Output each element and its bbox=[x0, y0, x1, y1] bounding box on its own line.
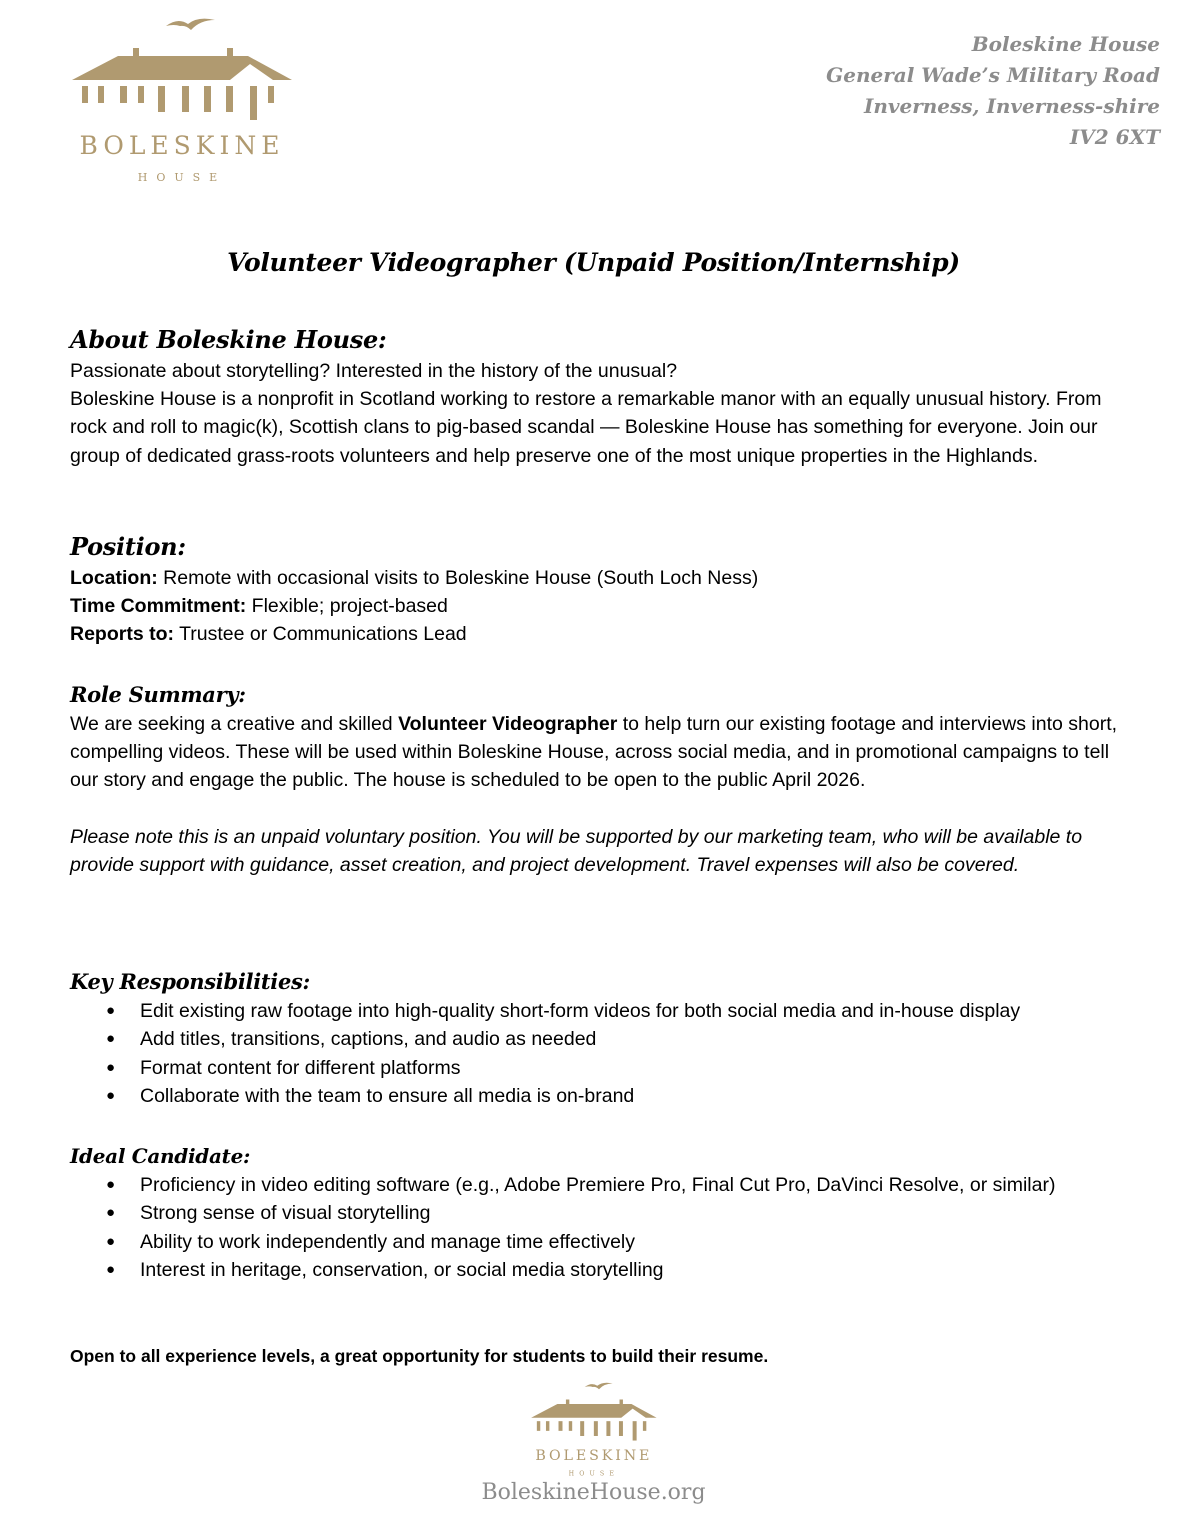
role-heading: Role Summary: bbox=[70, 682, 246, 707]
logo-wordmark: BOLESKINE bbox=[79, 131, 285, 160]
about-body: Boleskine House is a nonprofit in Scotland working to restore a remarkable manor with an equally unusual history. From rock and roll to magic(k), Scottish clans to pig-based scandal — Boleskine House has something for everyone. Join our group of dedicated grass-roots volunteers and help preserve one of the most unique properties in the Highlands. bbox=[70, 388, 1102, 467]
document-title: Volunteer Videographer (Unpaid Position/Internship) bbox=[227, 248, 960, 277]
list-item: ● Edit existing raw footage into high-quality short-form videos for both social media and in-house display bbox=[70, 997, 1130, 1025]
list-item: ● Strong sense of visual storytelling bbox=[70, 1199, 1130, 1227]
position-heading: Position: bbox=[70, 532, 186, 561]
role-title: Volunteer Videographer bbox=[398, 713, 618, 735]
boleskine-logo bbox=[70, 14, 298, 189]
reports-line bbox=[70, 620, 1130, 648]
bird-icon bbox=[585, 1383, 613, 1389]
address-line: Boleskine House bbox=[971, 32, 1160, 56]
address-line: IV2 6XT bbox=[1069, 125, 1160, 149]
time-value: Flexible; project-based bbox=[246, 595, 448, 618]
boleskine-logo-small bbox=[530, 1380, 660, 1480]
list-item: ● Proficiency in video editing software (e.g., Adobe Premiere Pro, Final Cut Pro, DaVinci Resolve, or similar) bbox=[70, 1171, 1130, 1199]
candidate-section bbox=[70, 1141, 1130, 1284]
bird-icon bbox=[166, 19, 215, 30]
list-item: ● Add titles, transitions, captions, and audio as needed bbox=[70, 1025, 1130, 1053]
about-heading: About Boleskine House: bbox=[70, 325, 387, 354]
location-value: Remote with occasional visits to Boleskine House (South Loch Ness) bbox=[157, 567, 759, 589]
role-text: We are seeking a creative and skilled bbox=[70, 713, 399, 735]
candidate-list bbox=[70, 1171, 1130, 1284]
address-block bbox=[826, 29, 1160, 153]
candidate-heading: Ideal Candidate: bbox=[70, 1144, 251, 1168]
position-section bbox=[70, 530, 1130, 649]
responsibilities-section bbox=[70, 967, 1130, 1110]
responsibilities-heading: Key Responsibilities: bbox=[70, 969, 310, 994]
website-link[interactable]: BoleskineHouse.org bbox=[481, 1480, 706, 1505]
list-item: ● Interest in heritage, conservation, or social media storytelling bbox=[70, 1256, 1130, 1284]
location-label: Location: bbox=[70, 567, 158, 589]
list-item: ● Collaborate with the team to ensure all media is on-brand bbox=[70, 1082, 1130, 1110]
list-item: ● Format content for different platforms bbox=[70, 1054, 1130, 1082]
list-item: ● Ability to work independently and manage time effectively bbox=[70, 1228, 1130, 1256]
time-line bbox=[70, 592, 1130, 620]
address-line: General Wade’s Military Road bbox=[826, 63, 1160, 87]
about-section bbox=[70, 323, 1130, 470]
reports-label: Reports to: bbox=[70, 623, 174, 646]
footer-note: Open to all experience levels, a great opportunity for students to build their resume. bbox=[70, 1346, 769, 1366]
logo-wordmark: BOLESKINE bbox=[535, 1447, 653, 1464]
time-label: Time Commitment: bbox=[70, 595, 247, 618]
address-line: Inverness, Inverness-shire bbox=[863, 94, 1160, 118]
location-line bbox=[70, 564, 1130, 592]
reports-value: Trustee or Communications Lead bbox=[174, 623, 467, 646]
logo-subtext: HOUSE bbox=[568, 1470, 620, 1478]
responsibilities-list bbox=[70, 997, 1130, 1110]
role-section bbox=[70, 680, 1130, 879]
role-note: Please note this is an unpaid voluntary position. You will be supported by our marketing team, who will be available to provide support with guidance, asset creation, and project development. Travel expenses will also be covered. bbox=[70, 825, 1083, 876]
logo-subtext: HOUSE bbox=[137, 171, 227, 184]
role-body bbox=[70, 710, 1130, 795]
about-intro: Passionate about storytelling? Interested in the history of the unusual? bbox=[70, 360, 678, 382]
role-text: to help turn our existing footage and interviews into short, compelling videos. These will be used within Boleskine House, across social media, and in promotional campaigns to tell our story and engage the public. The house is scheduled to be open to the public April 2026. bbox=[70, 713, 1118, 792]
